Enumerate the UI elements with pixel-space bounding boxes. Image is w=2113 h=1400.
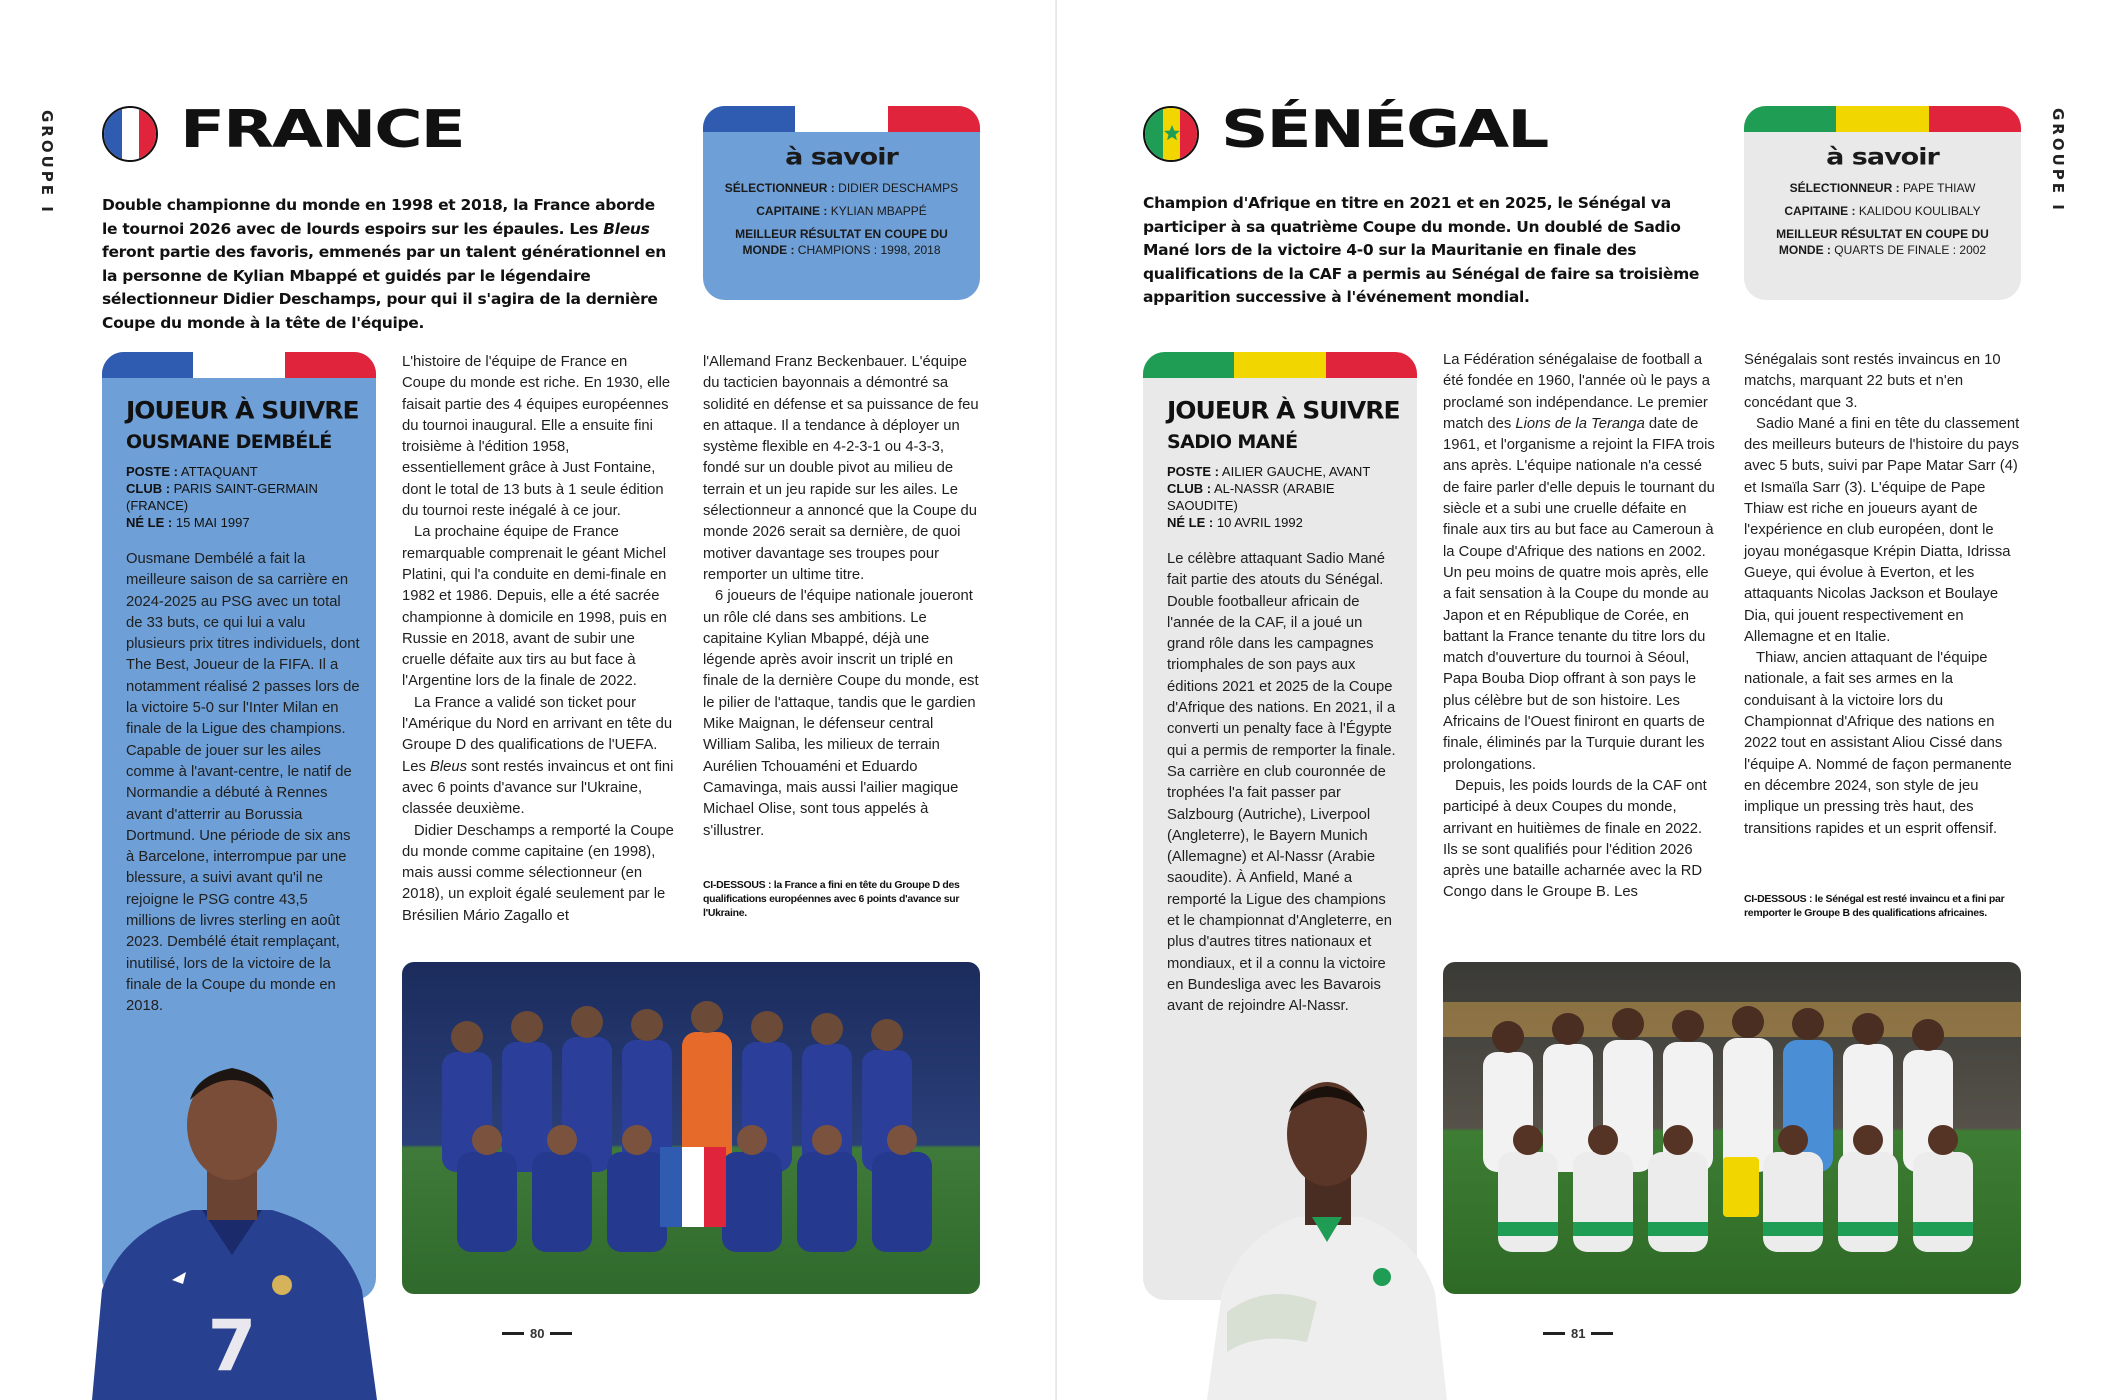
flag-stripe: [102, 352, 376, 378]
flag-stripe: [1143, 352, 1417, 378]
player-name: OUSMANE DEMBÉLÉ: [126, 431, 332, 453]
captain-line: CAPITAINE : KALIDOU KOULIBALY: [1784, 204, 1981, 218]
captain-line: CAPITAINE : KYLIAN MBAPPÉ: [756, 204, 927, 218]
france-flag-icon: [102, 106, 158, 162]
flag-stripe: [1744, 106, 2021, 132]
article-column-1: La Fédération sénégalaise de football a été fondée en 1960, l'année où le pays a proclamé son indépendance. Le premier match des Lions de la Teranga date de 1961, et l'organisme a rejoint la FIFA trois ans après. L'équipe nationale n'a cessé de faire parler d'elle depuis le tournant du siècle et a subi une cruelle défaite en finale aux tirs au but face au Cameroun à la Coupe d'Afrique des nations en 2002. Un peu moins de quatre mois après, elle a fait sensation à la Coupe du monde au Japon et en République de Corée, en battant la France tenante du titre lors du match d'ouverture du tournoi à Séoul, Papa Bouba Diop offrant à son pays le plus célèbre but de son histoire. Les Africains de l'Ouest finiront en quarts de finale, éliminés par la Turquie durant les prolongations. Depuis, les poids lourds de la CAF ont participé à deux Coupes du monde, arrivant en huitièmes de finale en 2022. Ils se sont qualifiés pour l'édition 2026 après une bataille acharnée avec la RD Congo dans le Groupe B. Les: [1443, 352, 1715, 901]
page-number: 80: [502, 1326, 572, 1341]
coach-line: SÉLECTIONNEUR : PAPE THIAW: [1789, 181, 1976, 195]
player-bio: Ousmane Dembélé a fait la meilleure saison de sa carrière en 2024-2025 au PSG avec un total de 33 buts, ce qui lui a valu plusieurs prix titres individuels, dont The Best, Joueur de la FIFA. Il a notamment réalisé 2 passes lors de la victoire 5-0 sur l'Inter Milan en finale de la Ligue des champions. Capable de jouer sur les ailes comme à l'avant-centre, le natif de Normandie a débuté à Rennes avant d'atterrir au Borussia Dortmund. Une période de six ans à Barcelone, interrompue par une blessure, a suivi avant qu'il ne rejoigne le PSG contre 43,5 millions de livres sterling en août 2023. Dembélé était remplaçant, inutilisé, lors de la victoire de la finale de la Coupe du monde en 2018.: [126, 551, 360, 1015]
photo-caption: CI-DESSOUS : le Sénégal est resté invaincu et a fini par remporter le Groupe B des qualifications africaines.: [1744, 893, 2005, 919]
group-label: GROUPE I: [2049, 108, 2067, 213]
player-bio: Le célèbre attaquant Sadio Mané fait partie des atouts du Sénégal. Double footballeur africain de l'année de la CAF, il a joué un grand rôle dans les campagnes triomphales de son pays aux éditions 2021 et 2025 de la Coupe d'Afrique des nations. En 2021, il a converti un penalty face à l'Égypte qui a permis de remporter la finale. Sa carrière en club couronnée de trophées l'a fait passer par Salzbourg (Autriche), Liverpool (Angleterre), le Bayern Munich (Allemagne) et Al-Nassr (Arabie saoudite). À Anfield, Mané a remporté la Ligue des champions et le championnat d'Angleterre, en plus d'autres titres nationaux et mondiaux, et il a connu la victoire en Bundesliga avec les Bavarois avant de rejoindre Al-Nassr.: [1167, 551, 1396, 1015]
page-right: [1057, 0, 2113, 1400]
team-photo-senegal: [1443, 962, 2021, 1294]
svg-text:7: 7: [207, 1305, 257, 1387]
intro-text: Double championne du monde en 1998 et 2018, la France aborde le tournoi 2026 avec de lourds espoirs sur les épaules. Les Bleus feront partie des favoris, emmenés par un talent générationnel en la personne de Kylian Mbappé et guidés par le légendaire sélectionneur Didier Deschamps, pour qui il s'agira de la dernière Coupe du monde à la tête de l'équipe.: [102, 196, 666, 332]
intro-text: Champion d'Afrique en titre en 2021 et en 2025, le Sénégal va participer à sa quatrième Coupe du monde. Un doublé de Sadio Mané lors de la victoire 4-0 sur la Mauritanie en finale des qualifications de la CAF a permis au Sénégal de faire sa troisième apparition successive à l'événement mondial.: [1143, 194, 1700, 306]
article-column-2: l'Allemand Franz Beckenbauer. L'équipe du tacticien bayonnais a démontré sa solidité en défense et sa puissance de feu en attaque. Il a tendance à déployer un système flexible en 4-2-3-1 ou 4-3-3, fondé sur un double pivot au milieu de terrain et un jeu rapide sur les ailes. Le sélectionneur a annoncé que la Coupe du monde 2026 serait sa dernière, de quoi motiver davantage ses troupes pour remporter un ultime titre. 6 joueurs de l'équipe nationale joueront un rôle clé dans ses ambitions. Le capitaine Kylian Mbappé, déjà une légende après avoir inscrit un triplé en finale de la dernière Coupe du monde, est le pilier de l'attaque, tandis que le gardien Mike Maignan, le défenseur central William Saliba, les milieux de terrain Aurélien Tchouaméni et Eduardo Camavinga, mais aussi l'ailier magique Michael Olise, sont tous appelés à s'illustrer.: [703, 354, 979, 839]
page-number: 81: [1543, 1326, 1613, 1341]
player-photo-mane: [1197, 1052, 1457, 1400]
flag-stripe: [703, 106, 980, 132]
player-box-title: JOUEUR À SUIVRE: [126, 396, 359, 425]
coach-line: SÉLECTIONNEUR : DIDIER DESCHAMPS: [724, 181, 959, 195]
best-result-line: MEILLEUR RÉSULTAT EN COUPE DU MONDE : CHAMPIONS : 1998, 2018: [735, 227, 948, 257]
a-savoir-box: [703, 106, 980, 300]
player-facts: POSTE : AILIER GAUCHE, AVANT CLUB : AL-NASSR (ARABIE SAOUDITE) NÉ LE : 10 AVRIL 1992: [1167, 464, 1371, 530]
group-label: GROUPE I: [38, 110, 56, 215]
article-column-1: L'histoire de l'équipe de France en Coupe du monde est riche. En 1930, elle faisait partie des 4 équipes européennes du tournoi inaugural. Elle a ensuite fini troisième à l'édition 1958, essentiellement grâce à Just Fontaine, dont le total de 13 buts à 1 seule édition du tournoi reste inégalé à ce jour. La prochaine équipe de France remarquable comprenait le géant Michel Platini, qui l'a conduite en demi-finale en 1982 et 1986. Depuis, elle a été sacrée championne à domicile en 1998, puis en Russie en 2018, avant de subir une cruelle défaite aux tirs au but face à l'Argentine lors de la finale de 2022. La France a validé son ticket pour l'Amérique du Nord en arrivant en tête du Groupe D des qualifications de l'UEFA. Les Bleus sont restés invaincus et ont fini avec 6 points d'avance sur l'Ukraine, classée deuxième. Didier Deschamps a remporté la Coupe du monde comme capitaine (en 1998), mais aussi comme sélectionneur (en 2018), un exploit égalé seulement par le Brésilien Mário Zagallo et: [402, 354, 674, 924]
best-result-line: MEILLEUR RÉSULTAT EN COUPE DU MONDE : QUARTS DE FINALE : 2002: [1776, 227, 1989, 257]
a-savoir-title: à savoir: [785, 144, 898, 171]
photo-caption: CI-DESSOUS : la France a fini en tête du Groupe D des qualifications européennes avec 6 points d'avance sur l'Ukraine.: [703, 879, 960, 919]
country-title: SÉNÉGAL: [1221, 99, 1548, 160]
player-name: SADIO MANÉ: [1167, 431, 1298, 453]
team-photo-france: [402, 962, 980, 1294]
player-photo-dembele: [82, 1040, 382, 1400]
article-column-2: Sénégalais sont restés invaincus en 10 matchs, marquant 22 buts et n'en concédant que 3. Sadio Mané a fini en tête du classement des meilleurs buteurs de l'histoire du pays avec 5 buts, suivi par Pape Matar Sarr (4) et Ismaïla Sarr (3). L'équipe de Pape Thiaw est riche en joueurs ayant de l'expérience en club européen, dont le joyau monégasque Krépin Diatta, Idrissa Gueye, qui évolue à Everton, et les attaquants Nicolas Jackson et Boulaye Dia, qui jouent respectivement en Allemagne et en Italie. Thiaw, ancien attaquant de l'équipe nationale, a fait ses armes en la conduisant à la victoire lors du Championnat d'Afrique des nations en 2022 tout en assistant Aliou Cissé dans l'équipe A. Nommé de façon permanente en décembre 2024, son style de jeu implique un pressing très haut, des transitions rapides et un esprit offensif.: [1744, 352, 2020, 837]
a-savoir-title: à savoir: [1826, 144, 1939, 171]
player-facts: POSTE : ATTAQUANT CLUB : PARIS SAINT-GERMAIN (FRANCE) NÉ LE : 15 MAI 1997: [126, 464, 318, 530]
star-icon: [1163, 124, 1181, 142]
player-box-title: JOUEUR À SUIVRE: [1167, 396, 1400, 425]
a-savoir-box: [1744, 106, 2021, 300]
page-left: [0, 0, 1056, 1400]
country-title: FRANCE: [180, 99, 464, 160]
